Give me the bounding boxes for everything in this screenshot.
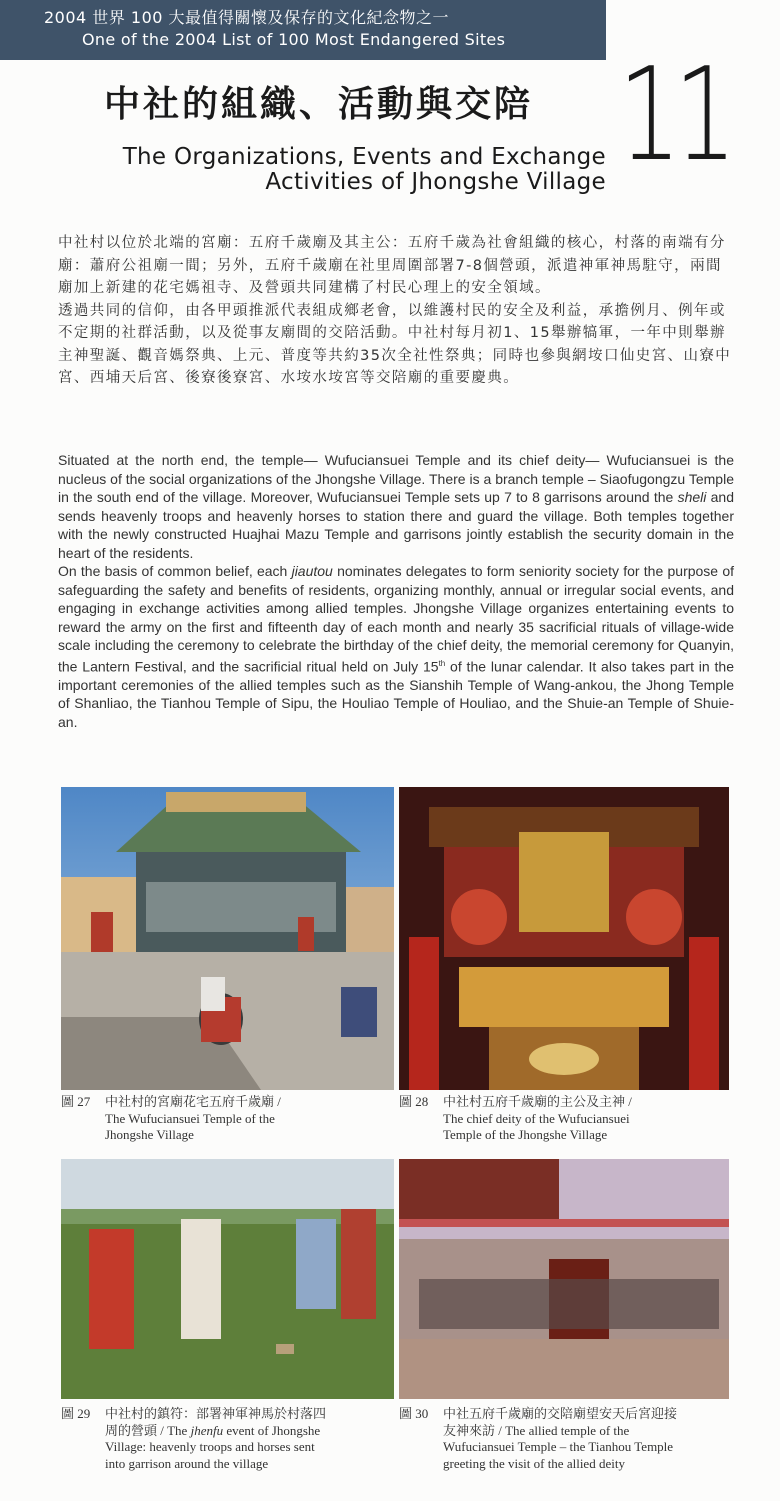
- photo-allied-deity-visit: [399, 1159, 729, 1399]
- figure-27-caption: [61, 1094, 394, 1144]
- chapter-number: 11: [618, 41, 730, 190]
- figure-29-caption: [61, 1406, 394, 1472]
- figure-label: 圖 28: [399, 1094, 429, 1109]
- caption-english-line: Temple of the Jhongshe Village: [443, 1127, 608, 1142]
- superscript: th: [438, 658, 446, 668]
- caption-english-line: The Wufuciansuei Temple of the: [105, 1110, 275, 1126]
- photo-altar-deity: [399, 787, 729, 1090]
- caption-chinese: 中社村的宮廟花宅五府千歲廟 /: [105, 1094, 281, 1109]
- chinese-paragraph: 透過共同的信仰，由各甲頭推派代表組成鄉老會，以維護村民的安全及利益，承擔例月、例年或不定期的社群活動，以及從事友廟間的交陪活動。中社村每月初1、15舉辦犒軍，一年中則舉辦主神聖誕、觀音媽祭典、上元、普度等共約35次全社性祭典；同時也參與網垵口仙史宮、山寮中宮、西埔天后宮、後寮後寮宮、水垵水垵宮等交陪廟的重要慶典。: [58, 302, 732, 386]
- caption-english-line: into garrison around the village: [105, 1455, 269, 1471]
- english-paragraph: [58, 562, 734, 731]
- caption-chinese: 中社村的鎮符：部署神軍神馬於村落四: [105, 1406, 327, 1421]
- caption-chinese: 中社五府千歲廟的交陪廟望安天后宮迎接: [443, 1406, 678, 1421]
- title-english-line-1: The Organizations, Events and Exchange: [122, 144, 606, 170]
- caption-chinese: 中社村五府千歲廟的主公及主神 /: [443, 1094, 632, 1109]
- caption-english-line: [105, 1423, 394, 1440]
- title-english-line-2: Activities of Jhongshe Village: [265, 169, 606, 195]
- text-segment: and sends heavenly troops and heavenly horses to station there and guard the village. Both temples together with the newly constructed Huajhai Mazu Temple and garrisons jointly establish the security domain in the heart of the residents.: [58, 489, 735, 561]
- text-segment: of the lunar calendar. It also takes part in the important ceremonies of the allied temples such as the Sianshih Temple of Wang-ankou, the Jhong Temple of Shanliao, the Tianhou Temple of Sipu, the Houliao Temple of Houliao, and the Shuie-an Temple of Shuie-an.: [58, 658, 734, 730]
- photo-temple-exterior: [61, 787, 394, 1090]
- italic-term: jiautou: [291, 563, 333, 579]
- figure-30-caption: [399, 1406, 729, 1472]
- english-paragraph: [58, 451, 734, 562]
- italic-term: jhenfu: [190, 1422, 224, 1438]
- text-segment: nominates delegates to form seniority society for the purpose of safeguarding the safety and benefits of residents, organizing monthly, annual or irregular social events, and engaging in exchange activities among allied temples. Jhongshe Village organizes entertaining events to reward the army on the first and fifteenth day of each month and nearly 35 sacrificial rituals of village-wide scale including the ceremony to celebrate the birthday of the chief deity, the memorial ceremony for Quanyin, the Lantern Festival, and the sacrificial ritual held on July 15: [58, 563, 734, 675]
- english-body-text: [58, 451, 734, 731]
- banner-chinese-text: 2004 世界 100 大最值得關懷及保存的文化紀念物之一: [44, 8, 450, 27]
- text-segment: Situated at the north end, the temple— Wufuciansuei Temple and its chief deity— Wufuciansuei is the nucleus of the social organizations of the Jhongshe Village. There is a branch temple – Siaofugongzu Temple in the south end of the village. Moreover, Wufuciansuei Temple sets up 7 to 8 garrisons around the: [58, 452, 734, 505]
- figure-label: 圖 27: [61, 1094, 91, 1109]
- caption-english-line: 友神來訪 / The allied temple of the: [443, 1422, 630, 1438]
- page-title-chinese: 中社的組織、活動與交陪: [104, 84, 534, 125]
- banner-english-text: One of the 2004 List of 100 Most Endangered Sites: [82, 30, 506, 49]
- header-banner: [0, 0, 606, 60]
- caption-english-line: Wufuciansuei Temple – the Tianhou Temple: [443, 1439, 674, 1454]
- chinese-body-text: [58, 232, 736, 390]
- caption-english-line: The chief deity of the Wufuciansuei: [443, 1110, 630, 1126]
- figure-label: 圖 29: [61, 1406, 91, 1421]
- photo-garrison-ritual: [61, 1159, 394, 1399]
- figure-28-caption: [399, 1094, 729, 1144]
- chinese-paragraph: 中社村以位於北端的宮廟：五府千歲廟及其主公：五府千歲為社會組織的核心，村落的南端有分廟：蕭府公祖廟一間；另外，五府千歲廟在社里周圍部署7-8個營頭，派遣神軍神馬駐守，兩間廟加上新建的花宅媽祖寺、及營頭共同建構了村民心理上的安全領域。: [58, 235, 726, 296]
- italic-term: sheli: [677, 489, 707, 505]
- page-title-english: [40, 145, 606, 195]
- caption-english-line: Jhongshe Village: [105, 1127, 194, 1142]
- text-segment: On the basis of common belief, each: [58, 563, 292, 579]
- figure-label: 圖 30: [399, 1406, 429, 1421]
- caption-english-line: Village: heavenly troops and horses sent: [105, 1439, 315, 1454]
- caption-english-line: greeting the visit of the allied deity: [443, 1455, 625, 1471]
- text-segment: 周的營頭 / The: [105, 1422, 191, 1438]
- text-segment: event of Jhongshe: [223, 1422, 321, 1438]
